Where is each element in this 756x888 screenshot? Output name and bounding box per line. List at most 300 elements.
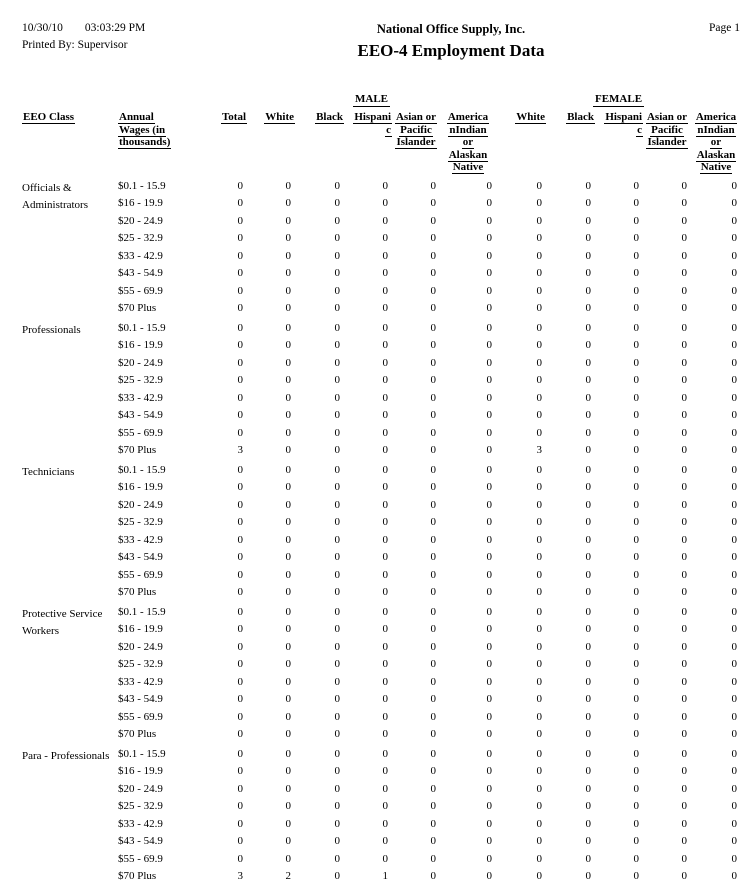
value-cell-female-black: 0: [585, 551, 591, 563]
wage-band-label: $43 - 54.9: [118, 409, 163, 421]
value-cell-male-hispanic: 0: [382, 374, 388, 386]
value-cell-male-hispanic: 0: [382, 321, 388, 334]
table-row: [118, 337, 741, 355]
value-cell-female-hispanic: 0: [633, 817, 639, 830]
value-cell-female-asian-pacific-islander: 0: [681, 214, 687, 227]
value-cell-male-asian-pacific-islander: 0: [430, 409, 436, 421]
value-cell-female-hispanic: 0: [633, 516, 639, 528]
table-row: [118, 425, 741, 443]
table-row: [118, 639, 741, 657]
value-cell-female-asian-pacific-islander: 0: [681, 728, 687, 740]
value-cell-male-american-indian: 0: [486, 658, 492, 670]
value-cell-male-american-indian: 0: [486, 463, 492, 476]
value-cell-male-white: 0: [285, 710, 291, 723]
value-cell-male-black: 0: [334, 426, 340, 439]
value-cell-female-hispanic: 0: [633, 586, 639, 598]
value-cell-total: 0: [237, 391, 243, 404]
header-left: [22, 22, 232, 61]
company-name: National Office Supply, Inc.: [376, 22, 526, 36]
value-cell-male-black: 0: [334, 498, 340, 511]
value-cell-male-black: 0: [334, 321, 340, 334]
value-cell-total: 3: [237, 870, 243, 882]
value-cell-female-white: 0: [536, 870, 542, 882]
value-cell-female-black: 0: [585, 197, 591, 209]
value-cell-female-american-indian: 0: [731, 232, 737, 244]
value-cell-male-american-indian: 0: [486, 214, 492, 227]
wage-band-label: $55 - 69.9: [118, 568, 163, 581]
value-cell-female-asian-pacific-islander: 0: [681, 356, 687, 369]
eeo-class-group: [22, 746, 741, 886]
value-cell-female-black: 0: [585, 498, 591, 511]
value-cell-female-black: 0: [585, 605, 591, 618]
wage-band-label: $16 - 19.9: [118, 765, 163, 777]
value-cell-male-black: 0: [334, 605, 340, 618]
value-cell-male-black: 0: [334, 284, 340, 297]
value-cell-male-white: 0: [285, 179, 291, 192]
wage-band-label: $0.1 - 15.9: [118, 179, 166, 192]
printed-by: [22, 39, 232, 51]
value-cell-female-american-indian: 0: [731, 640, 737, 653]
value-cell-male-asian-pacific-islander: 0: [430, 321, 436, 334]
value-cell-female-asian-pacific-islander: 0: [681, 249, 687, 262]
value-cell-female-black: 0: [585, 391, 591, 404]
value-cell-female-hispanic: 0: [633, 710, 639, 723]
value-cell-male-asian-pacific-islander: 0: [430, 728, 436, 740]
value-cell-male-american-indian: 0: [486, 710, 492, 723]
value-cell-male-american-indian: 0: [486, 817, 492, 830]
value-cell-male-asian-pacific-islander: 0: [430, 782, 436, 795]
value-cell-male-asian-pacific-islander: 0: [430, 533, 436, 546]
value-cell-male-white: 0: [285, 444, 291, 456]
value-cell-female-hispanic: 0: [633, 197, 639, 209]
value-cell-male-asian-pacific-islander: 0: [430, 870, 436, 882]
value-cell-female-hispanic: 0: [633, 623, 639, 635]
value-cell-female-asian-pacific-islander: 0: [681, 747, 687, 760]
value-cell-male-asian-pacific-islander: 0: [430, 249, 436, 262]
value-cell-male-american-indian: 0: [486, 179, 492, 192]
value-cell-female-black: 0: [585, 658, 591, 670]
value-cell-total: 0: [237, 852, 243, 865]
wage-band-label: $16 - 19.9: [118, 339, 163, 351]
value-cell-female-black: 0: [585, 710, 591, 723]
value-cell-female-black: 0: [585, 835, 591, 847]
value-cell-male-white: 0: [285, 640, 291, 653]
wage-band-label: $0.1 - 15.9: [118, 321, 166, 334]
value-cell-female-hispanic: 0: [633, 498, 639, 511]
value-cell-male-black: 0: [334, 765, 340, 777]
value-cell-female-white: 0: [536, 728, 542, 740]
report-header: [0, 0, 756, 61]
value-cell-total: 0: [237, 747, 243, 760]
value-cell-male-hispanic: 0: [382, 568, 388, 581]
value-cell-female-asian-pacific-islander: 0: [681, 444, 687, 456]
value-cell-male-american-indian: 0: [486, 409, 492, 421]
value-cell-female-asian-pacific-islander: 0: [681, 551, 687, 563]
value-cell-female-white: 0: [536, 409, 542, 421]
value-cell-male-white: 0: [285, 339, 291, 351]
value-cell-male-american-indian: 0: [486, 551, 492, 563]
value-cell-female-white: 0: [536, 586, 542, 598]
value-cell-male-american-indian: 0: [486, 516, 492, 528]
value-cell-female-black: 0: [585, 214, 591, 227]
eeo-class-group: [22, 462, 741, 602]
value-cell-female-black: 0: [585, 249, 591, 262]
table-row: [118, 781, 741, 799]
value-cell-female-black: 0: [585, 409, 591, 421]
female-group-header: FEMALE: [594, 93, 643, 105]
value-cell-male-american-indian: 0: [486, 800, 492, 812]
value-cell-male-american-indian: 0: [486, 356, 492, 369]
value-cell-female-asian-pacific-islander: 0: [681, 675, 687, 688]
value-cell-male-white: 0: [285, 374, 291, 386]
value-cell-total: 0: [237, 640, 243, 653]
value-cell-female-american-indian: 0: [731, 675, 737, 688]
value-cell-female-asian-pacific-islander: 0: [681, 765, 687, 777]
value-cell-male-hispanic: 0: [382, 800, 388, 812]
value-cell-male-asian-pacific-islander: 0: [430, 463, 436, 476]
value-cell-female-black: 0: [585, 533, 591, 546]
value-cell-female-white: 0: [536, 568, 542, 581]
value-cell-female-black: 0: [585, 426, 591, 439]
value-cell-total: 0: [237, 516, 243, 528]
value-cell-male-hispanic: 0: [382, 710, 388, 723]
value-cell-female-black: 0: [585, 302, 591, 314]
value-cell-total: 0: [237, 232, 243, 244]
value-cell-female-white: 0: [536, 197, 542, 209]
value-cell-female-white: 0: [536, 516, 542, 528]
value-cell-male-hispanic: 0: [382, 640, 388, 653]
value-cell-male-hispanic: 0: [382, 232, 388, 244]
value-cell-male-hispanic: 0: [382, 498, 388, 511]
value-cell-female-black: 0: [585, 568, 591, 581]
value-cell-male-white: 0: [285, 197, 291, 209]
value-cell-male-black: 0: [334, 586, 340, 598]
value-cell-male-asian-pacific-islander: 0: [430, 852, 436, 865]
eeo-class-group: [22, 604, 741, 744]
value-cell-female-black: 0: [585, 374, 591, 386]
wage-band-label: $0.1 - 15.9: [118, 747, 166, 760]
value-cell-male-white: 0: [285, 409, 291, 421]
value-cell-total: 0: [237, 498, 243, 511]
value-cell-male-american-indian: 0: [486, 444, 492, 456]
value-cell-male-asian-pacific-islander: 0: [430, 658, 436, 670]
value-cell-female-american-indian: 0: [731, 516, 737, 528]
value-cell-male-black: 0: [334, 835, 340, 847]
wage-band-label: $70 Plus: [118, 444, 157, 456]
value-cell-male-hispanic: 0: [382, 391, 388, 404]
wage-band-label: $33 - 42.9: [118, 391, 163, 404]
value-cell-male-american-indian: 0: [486, 675, 492, 688]
wage-band-label: $55 - 69.9: [118, 426, 163, 439]
value-cell-male-american-indian: 0: [486, 693, 492, 705]
value-cell-total: 0: [237, 782, 243, 795]
value-cell-female-american-indian: 0: [731, 765, 737, 777]
value-cell-male-hispanic: 0: [382, 356, 388, 369]
value-cell-male-white: 0: [285, 356, 291, 369]
printed-by-value: Supervisor: [77, 39, 128, 51]
value-cell-female-asian-pacific-islander: 0: [681, 232, 687, 244]
wage-band-label: $33 - 42.9: [118, 533, 163, 546]
value-cell-female-hispanic: 0: [633, 391, 639, 404]
value-cell-male-black: 0: [334, 481, 340, 493]
value-cell-female-american-indian: 0: [731, 782, 737, 795]
value-cell-female-white: 0: [536, 800, 542, 812]
value-cell-female-hispanic: 0: [633, 568, 639, 581]
value-cell-male-white: 0: [285, 321, 291, 334]
value-cell-male-white: 0: [285, 463, 291, 476]
wage-band-label: $20 - 24.9: [118, 640, 163, 653]
value-cell-total: 0: [237, 568, 243, 581]
value-cell-male-black: 0: [334, 675, 340, 688]
value-cell-male-asian-pacific-islander: 0: [430, 623, 436, 635]
value-cell-male-asian-pacific-islander: 0: [430, 302, 436, 314]
value-cell-female-hispanic: 0: [633, 339, 639, 351]
value-cell-female-white: 0: [536, 605, 542, 618]
value-cell-total: 0: [237, 214, 243, 227]
value-cell-female-black: 0: [585, 339, 591, 351]
value-cell-female-hispanic: 0: [633, 426, 639, 439]
value-cell-female-black: 0: [585, 463, 591, 476]
table-row: [118, 798, 741, 816]
value-cell-male-american-indian: 0: [486, 197, 492, 209]
value-cell-male-asian-pacific-islander: 0: [430, 197, 436, 209]
value-cell-male-white: 0: [285, 516, 291, 528]
value-cell-male-american-indian: 0: [486, 533, 492, 546]
gender-spacer: [22, 93, 247, 106]
column-header-female-black: Black: [567, 111, 594, 123]
table-row: [118, 726, 741, 744]
value-cell-male-asian-pacific-islander: 0: [430, 640, 436, 653]
value-cell-female-hispanic: 0: [633, 765, 639, 777]
value-cell-female-american-indian: 0: [731, 444, 737, 456]
value-cell-female-asian-pacific-islander: 0: [681, 835, 687, 847]
table-row: [118, 248, 741, 266]
value-cell-total: 0: [237, 835, 243, 847]
value-cell-female-hispanic: 0: [633, 463, 639, 476]
value-cell-male-asian-pacific-islander: 0: [430, 765, 436, 777]
column-header-male-white: White: [265, 111, 294, 123]
value-cell-female-black: 0: [585, 747, 591, 760]
value-cell-male-black: 0: [334, 551, 340, 563]
value-cell-male-white: 0: [285, 284, 291, 297]
value-cell-female-american-indian: 0: [731, 179, 737, 192]
value-cell-female-asian-pacific-islander: 0: [681, 374, 687, 386]
value-cell-female-asian-pacific-islander: 0: [681, 852, 687, 865]
value-cell-female-american-indian: 0: [731, 551, 737, 563]
value-cell-male-asian-pacific-islander: 0: [430, 800, 436, 812]
value-cell-female-white: 0: [536, 339, 542, 351]
value-cell-male-american-indian: 0: [486, 870, 492, 882]
value-cell-female-american-indian: 0: [731, 391, 737, 404]
value-cell-male-hispanic: 0: [382, 747, 388, 760]
value-cell-female-american-indian: 0: [731, 835, 737, 847]
value-cell-total: 0: [237, 374, 243, 386]
value-cell-female-american-indian: 0: [731, 533, 737, 546]
value-cell-male-white: 0: [285, 728, 291, 740]
value-cell-male-asian-pacific-islander: 0: [430, 568, 436, 581]
value-cell-male-asian-pacific-islander: 0: [430, 693, 436, 705]
value-cell-male-black: 0: [334, 463, 340, 476]
value-cell-male-american-indian: 0: [486, 747, 492, 760]
value-cell-male-black: 0: [334, 179, 340, 192]
eeo-class-label: Professionals: [22, 323, 81, 336]
printed-by-label: Printed By:: [22, 39, 75, 51]
value-cell-male-asian-pacific-islander: 0: [430, 481, 436, 493]
value-cell-male-hispanic: 0: [382, 249, 388, 262]
value-cell-male-american-indian: 0: [486, 586, 492, 598]
value-cell-male-american-indian: 0: [486, 640, 492, 653]
value-cell-female-asian-pacific-islander: 0: [681, 533, 687, 546]
wage-band-label: $55 - 69.9: [118, 284, 163, 297]
value-cell-female-black: 0: [585, 852, 591, 865]
value-cell-female-white: 0: [536, 463, 542, 476]
value-cell-female-american-indian: 0: [731, 800, 737, 812]
value-cell-female-american-indian: 0: [731, 568, 737, 581]
value-cell-male-hispanic: 0: [382, 426, 388, 439]
value-cell-female-asian-pacific-islander: 0: [681, 693, 687, 705]
value-cell-male-american-indian: 0: [486, 267, 492, 279]
value-cell-male-hispanic: 0: [382, 481, 388, 493]
value-cell-male-american-indian: 0: [486, 568, 492, 581]
value-cell-female-american-indian: 0: [731, 249, 737, 262]
value-cell-female-hispanic: 0: [633, 533, 639, 546]
value-cell-male-hispanic: 0: [382, 463, 388, 476]
value-cell-male-white: 0: [285, 782, 291, 795]
table-row: [118, 868, 741, 886]
value-cell-female-black: 0: [585, 516, 591, 528]
value-cell-female-white: 0: [536, 481, 542, 493]
value-cell-total: 0: [237, 339, 243, 351]
wage-band-label: $25 - 32.9: [118, 516, 163, 528]
value-cell-male-american-indian: 0: [486, 605, 492, 618]
value-cell-male-asian-pacific-islander: 0: [430, 339, 436, 351]
value-cell-total: 0: [237, 409, 243, 421]
value-cell-male-american-indian: 0: [486, 284, 492, 297]
value-cell-male-asian-pacific-islander: 0: [430, 444, 436, 456]
table-row: [118, 497, 741, 515]
value-cell-female-american-indian: 0: [731, 302, 737, 314]
value-cell-male-american-indian: 0: [486, 498, 492, 511]
table-row: [118, 584, 741, 602]
table-row: [118, 390, 741, 408]
value-cell-male-hispanic: 0: [382, 605, 388, 618]
value-cell-male-hispanic: 0: [382, 339, 388, 351]
value-cell-male-hispanic: 1: [382, 870, 388, 882]
value-cell-female-asian-pacific-islander: 0: [681, 302, 687, 314]
value-cell-female-white: 0: [536, 852, 542, 865]
value-cell-total: 0: [237, 586, 243, 598]
value-cell-male-white: 2: [285, 870, 291, 882]
value-cell-female-white: 0: [536, 391, 542, 404]
value-cell-female-hispanic: 0: [633, 284, 639, 297]
value-cell-male-black: 0: [334, 747, 340, 760]
value-cell-female-hispanic: 0: [633, 232, 639, 244]
value-cell-female-white: 0: [536, 623, 542, 635]
value-cell-male-asian-pacific-islander: 0: [430, 284, 436, 297]
value-cell-female-asian-pacific-islander: 0: [681, 481, 687, 493]
table-row: [118, 746, 741, 764]
value-cell-female-hispanic: 0: [633, 782, 639, 795]
table-row: [118, 514, 741, 532]
value-cell-female-black: 0: [585, 179, 591, 192]
table-row: [118, 833, 741, 851]
wage-band-label: $25 - 32.9: [118, 374, 163, 386]
value-cell-male-white: 0: [285, 817, 291, 830]
value-cell-male-black: 0: [334, 267, 340, 279]
value-cell-male-hispanic: 0: [382, 409, 388, 421]
value-cell-female-black: 0: [585, 782, 591, 795]
wage-band-label: $70 Plus: [118, 728, 157, 740]
value-cell-female-hispanic: 0: [633, 179, 639, 192]
value-cell-male-white: 0: [285, 232, 291, 244]
table-row: [118, 372, 741, 390]
value-cell-female-white: 0: [536, 675, 542, 688]
value-cell-female-hispanic: 0: [633, 658, 639, 670]
value-cell-female-black: 0: [585, 765, 591, 777]
value-cell-total: 0: [237, 426, 243, 439]
value-cell-male-black: 0: [334, 782, 340, 795]
table-row: [118, 691, 741, 709]
value-cell-male-white: 0: [285, 249, 291, 262]
table-row: [118, 604, 741, 622]
value-cell-male-black: 0: [334, 249, 340, 262]
value-cell-female-american-indian: 0: [731, 267, 737, 279]
value-cell-female-american-indian: 0: [731, 481, 737, 493]
value-cell-female-asian-pacific-islander: 0: [681, 267, 687, 279]
value-cell-female-hispanic: 0: [633, 409, 639, 421]
wage-band-label: $55 - 69.9: [118, 710, 163, 723]
value-cell-female-white: 0: [536, 533, 542, 546]
value-cell-male-hispanic: 0: [382, 693, 388, 705]
value-cell-female-american-indian: 0: [731, 284, 737, 297]
value-cell-total: 0: [237, 533, 243, 546]
value-cell-male-white: 0: [285, 568, 291, 581]
value-cell-female-hispanic: 0: [633, 605, 639, 618]
value-cell-total: 3: [237, 444, 243, 456]
value-cell-total: 0: [237, 284, 243, 297]
value-cell-total: 0: [237, 693, 243, 705]
value-cell-female-black: 0: [585, 870, 591, 882]
value-cell-male-white: 0: [285, 800, 291, 812]
wage-band-label: $20 - 24.9: [118, 782, 163, 795]
value-cell-male-black: 0: [334, 374, 340, 386]
value-cell-female-asian-pacific-islander: 0: [681, 179, 687, 192]
value-cell-male-hispanic: 0: [382, 551, 388, 563]
value-cell-female-white: 0: [536, 374, 542, 386]
value-cell-female-hispanic: 0: [633, 640, 639, 653]
value-cell-female-white: 0: [536, 747, 542, 760]
value-cell-male-black: 0: [334, 339, 340, 351]
table-row: [118, 230, 741, 248]
value-cell-male-hispanic: 0: [382, 516, 388, 528]
wage-band-label: $16 - 19.9: [118, 481, 163, 493]
value-cell-female-black: 0: [585, 444, 591, 456]
value-cell-male-black: 0: [334, 817, 340, 830]
value-cell-female-hispanic: 0: [633, 835, 639, 847]
value-cell-male-asian-pacific-islander: 0: [430, 232, 436, 244]
value-cell-total: 0: [237, 197, 243, 209]
value-cell-male-white: 0: [285, 658, 291, 670]
value-cell-male-black: 0: [334, 870, 340, 882]
value-cell-male-asian-pacific-islander: 0: [430, 214, 436, 227]
value-cell-male-white: 0: [285, 765, 291, 777]
value-cell-female-white: 0: [536, 426, 542, 439]
wage-band-label: $20 - 24.9: [118, 214, 163, 227]
value-cell-male-white: 0: [285, 675, 291, 688]
table-row: [118, 300, 741, 318]
value-cell-male-hispanic: 0: [382, 284, 388, 297]
table-row: [118, 320, 741, 338]
